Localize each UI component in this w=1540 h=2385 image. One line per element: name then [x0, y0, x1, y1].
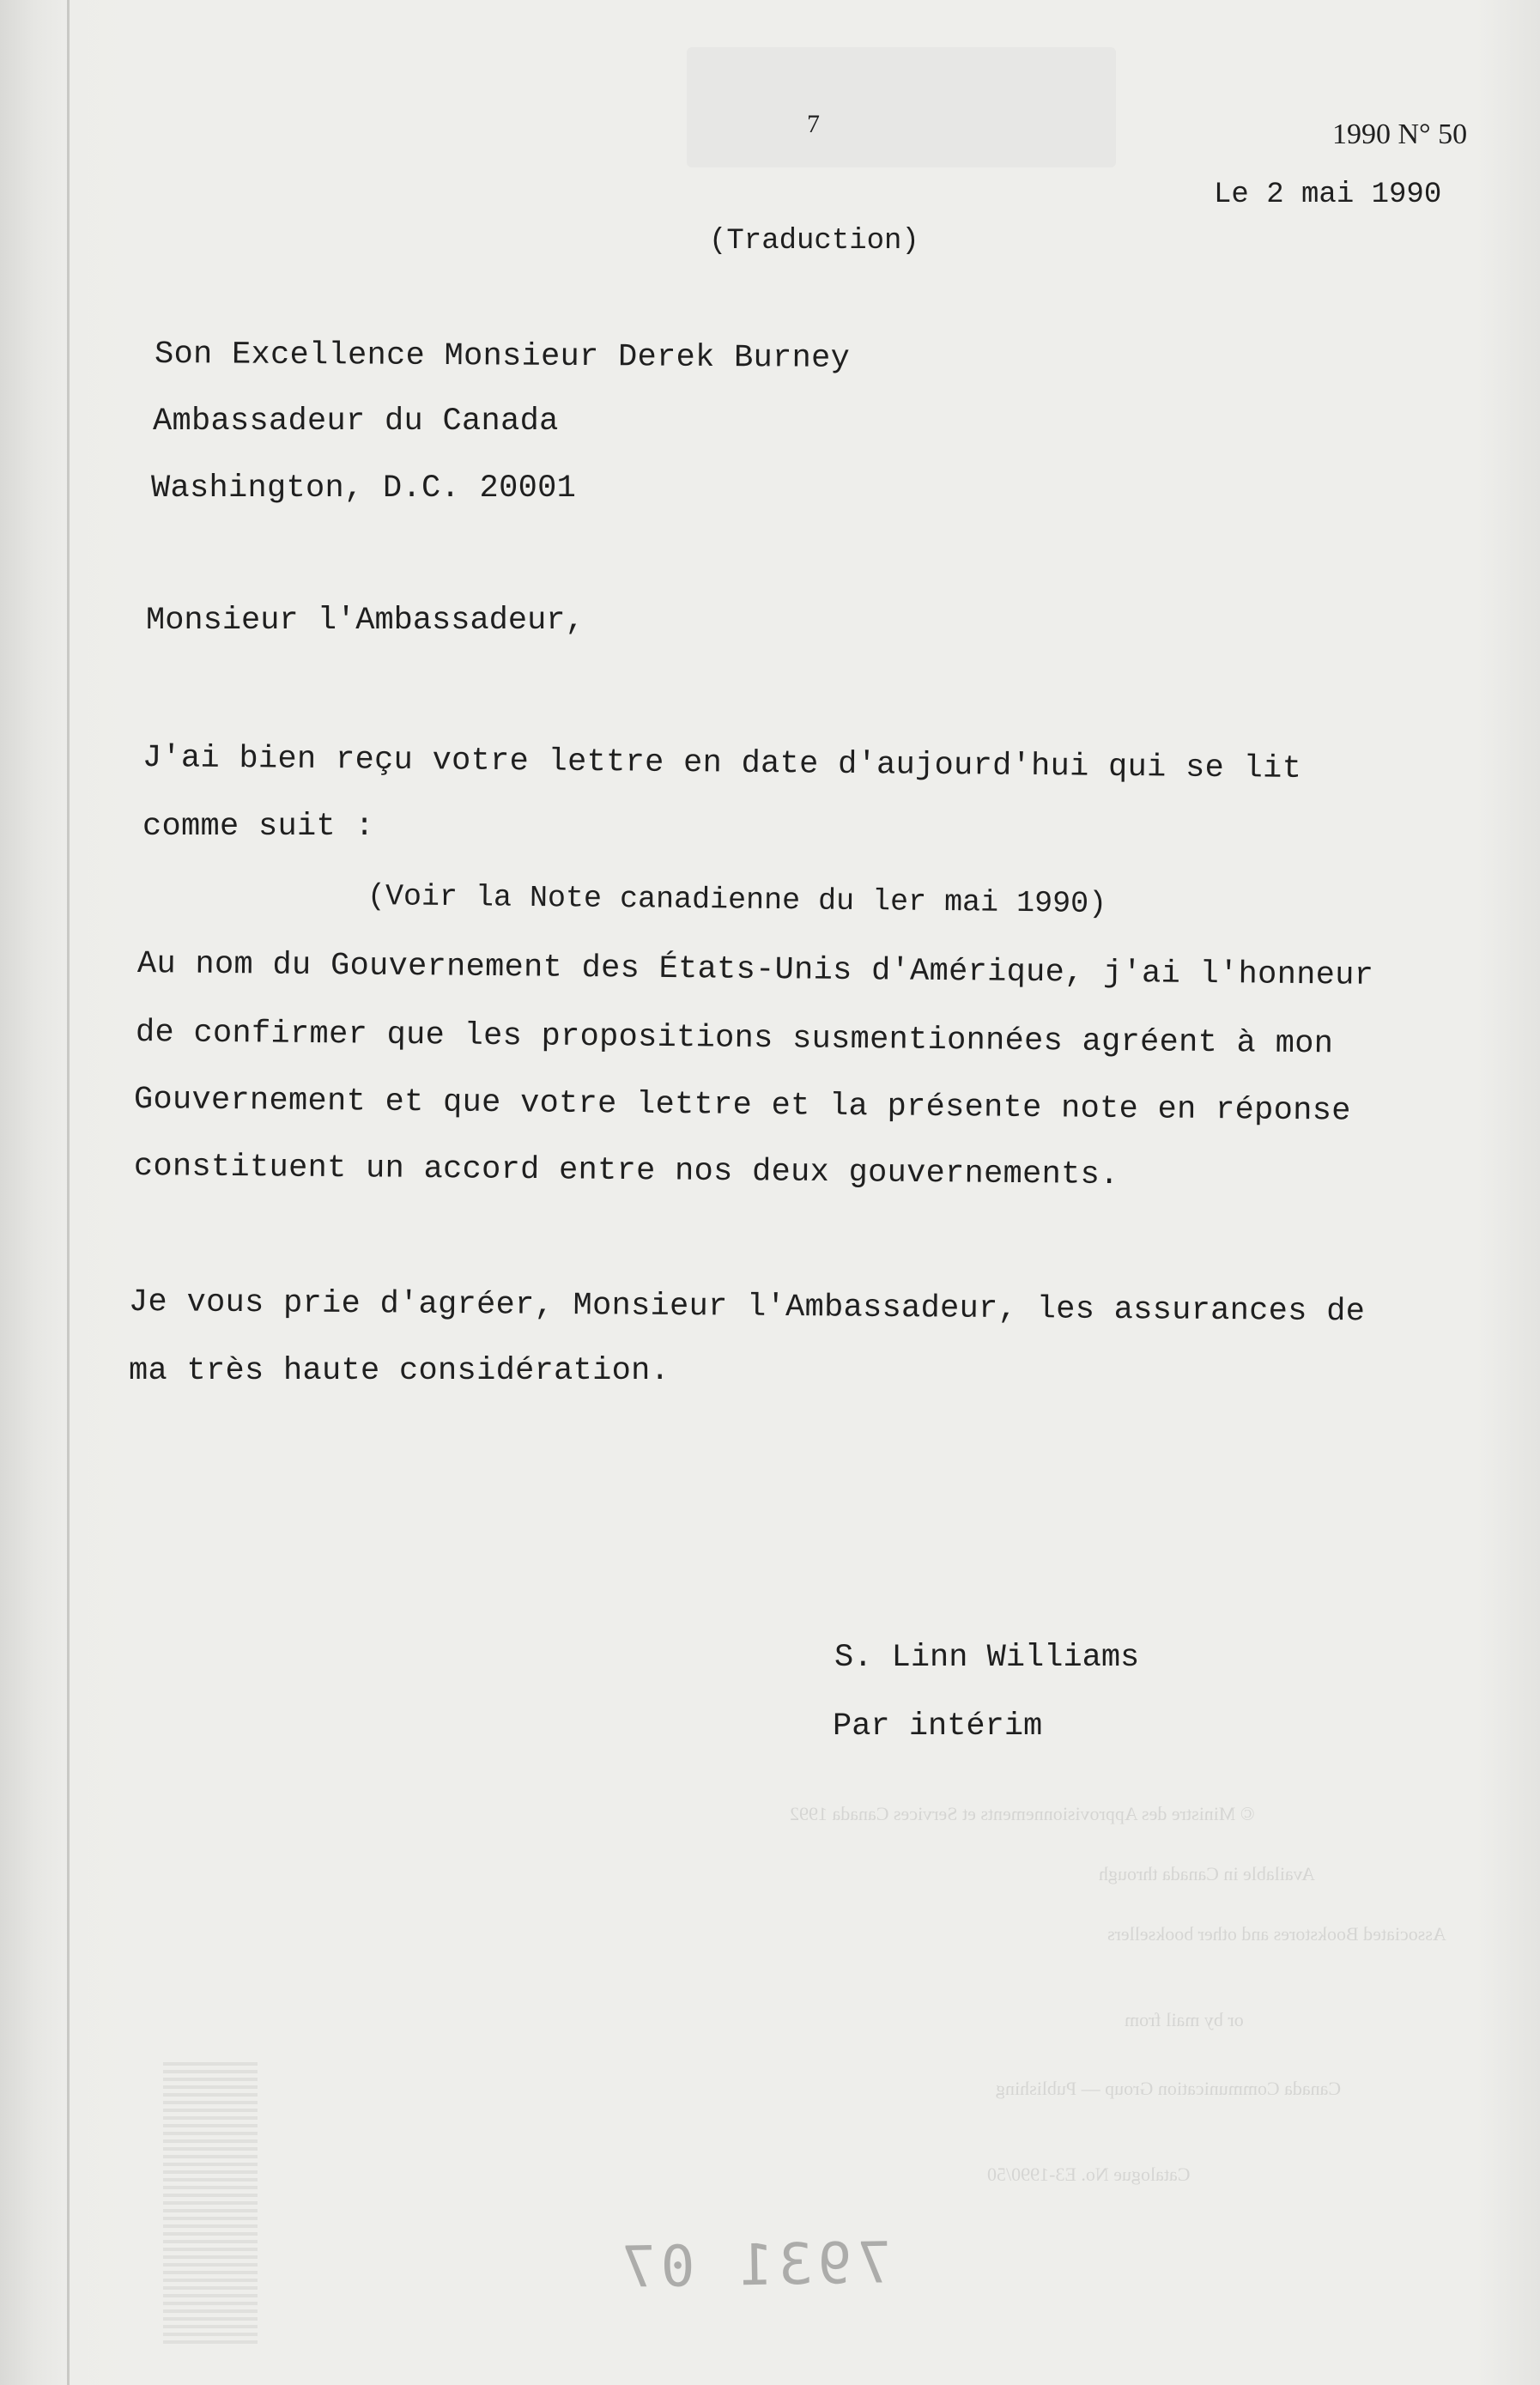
bleed-through-text: Associated Bookstores and other booksellers: [1107, 1923, 1446, 1945]
salutation: Monsieur l'Ambassadeur,: [146, 603, 585, 639]
bleed-through-text: Catalogue No. E3-1990/50: [987, 2163, 1191, 2185]
bleed-through-page-stamp: 7931 07: [615, 2230, 892, 2301]
bleed-through-stamp: [687, 47, 1116, 167]
bleed-through-text: Canada Communication Group — Publishing: [996, 2078, 1342, 2099]
recipient-address: Washington, D.C. 20001: [151, 470, 577, 507]
signatory-title: Par intérim: [833, 1708, 1043, 1745]
binding-edge: [67, 0, 70, 2385]
bleed-through-text: Available in Canada through: [1099, 1863, 1315, 1884]
paragraph-2-line: constituent un accord entre nos deux gouvernements.: [133, 1149, 1119, 1194]
closing-line: ma très haute considération.: [129, 1353, 670, 1389]
recipient-title: Ambassadeur du Canada: [153, 404, 559, 440]
paragraph-1-line: comme suit :: [142, 809, 375, 845]
translation-label: (Traduction): [709, 225, 919, 258]
paragraph-1-line: J'ai bien reçu votre lettre en date d'aujourd'hui qui se lit: [142, 740, 1302, 787]
recipient-name: Son Excellence Monsieur Derek Burney: [154, 337, 851, 377]
closing-line: Je vous prie d'agréer, Monsieur l'Ambassadeur, les assurances de: [128, 1284, 1366, 1331]
paragraph-2-line: Gouvernement et que votre lettre et la présente note en réponse: [133, 1082, 1351, 1130]
bleed-through-text: or by mail from: [1125, 2009, 1244, 2030]
note-reference: (Voir la Note canadienne du ler mai 1990): [367, 879, 1107, 922]
letter-date: Le 2 mai 1990: [1214, 179, 1442, 211]
signatory-name: S. Linn Williams: [834, 1640, 1140, 1676]
page-number: 7: [807, 110, 820, 138]
paragraph-2-line: de confirmer que les propositions susmentionnées agréent à mon: [135, 1015, 1334, 1063]
bleed-through-barcode: [163, 2060, 258, 2344]
bleed-through-text: © Ministre des Approvisionnements et Services Canada 1992: [790, 1803, 1255, 1824]
treaty-reference: 1990 N° 50: [1332, 118, 1468, 150]
paragraph-2-line: Au nom du Gouvernement des États-Unis d'Amérique, j'ai l'honneur: [136, 946, 1374, 994]
